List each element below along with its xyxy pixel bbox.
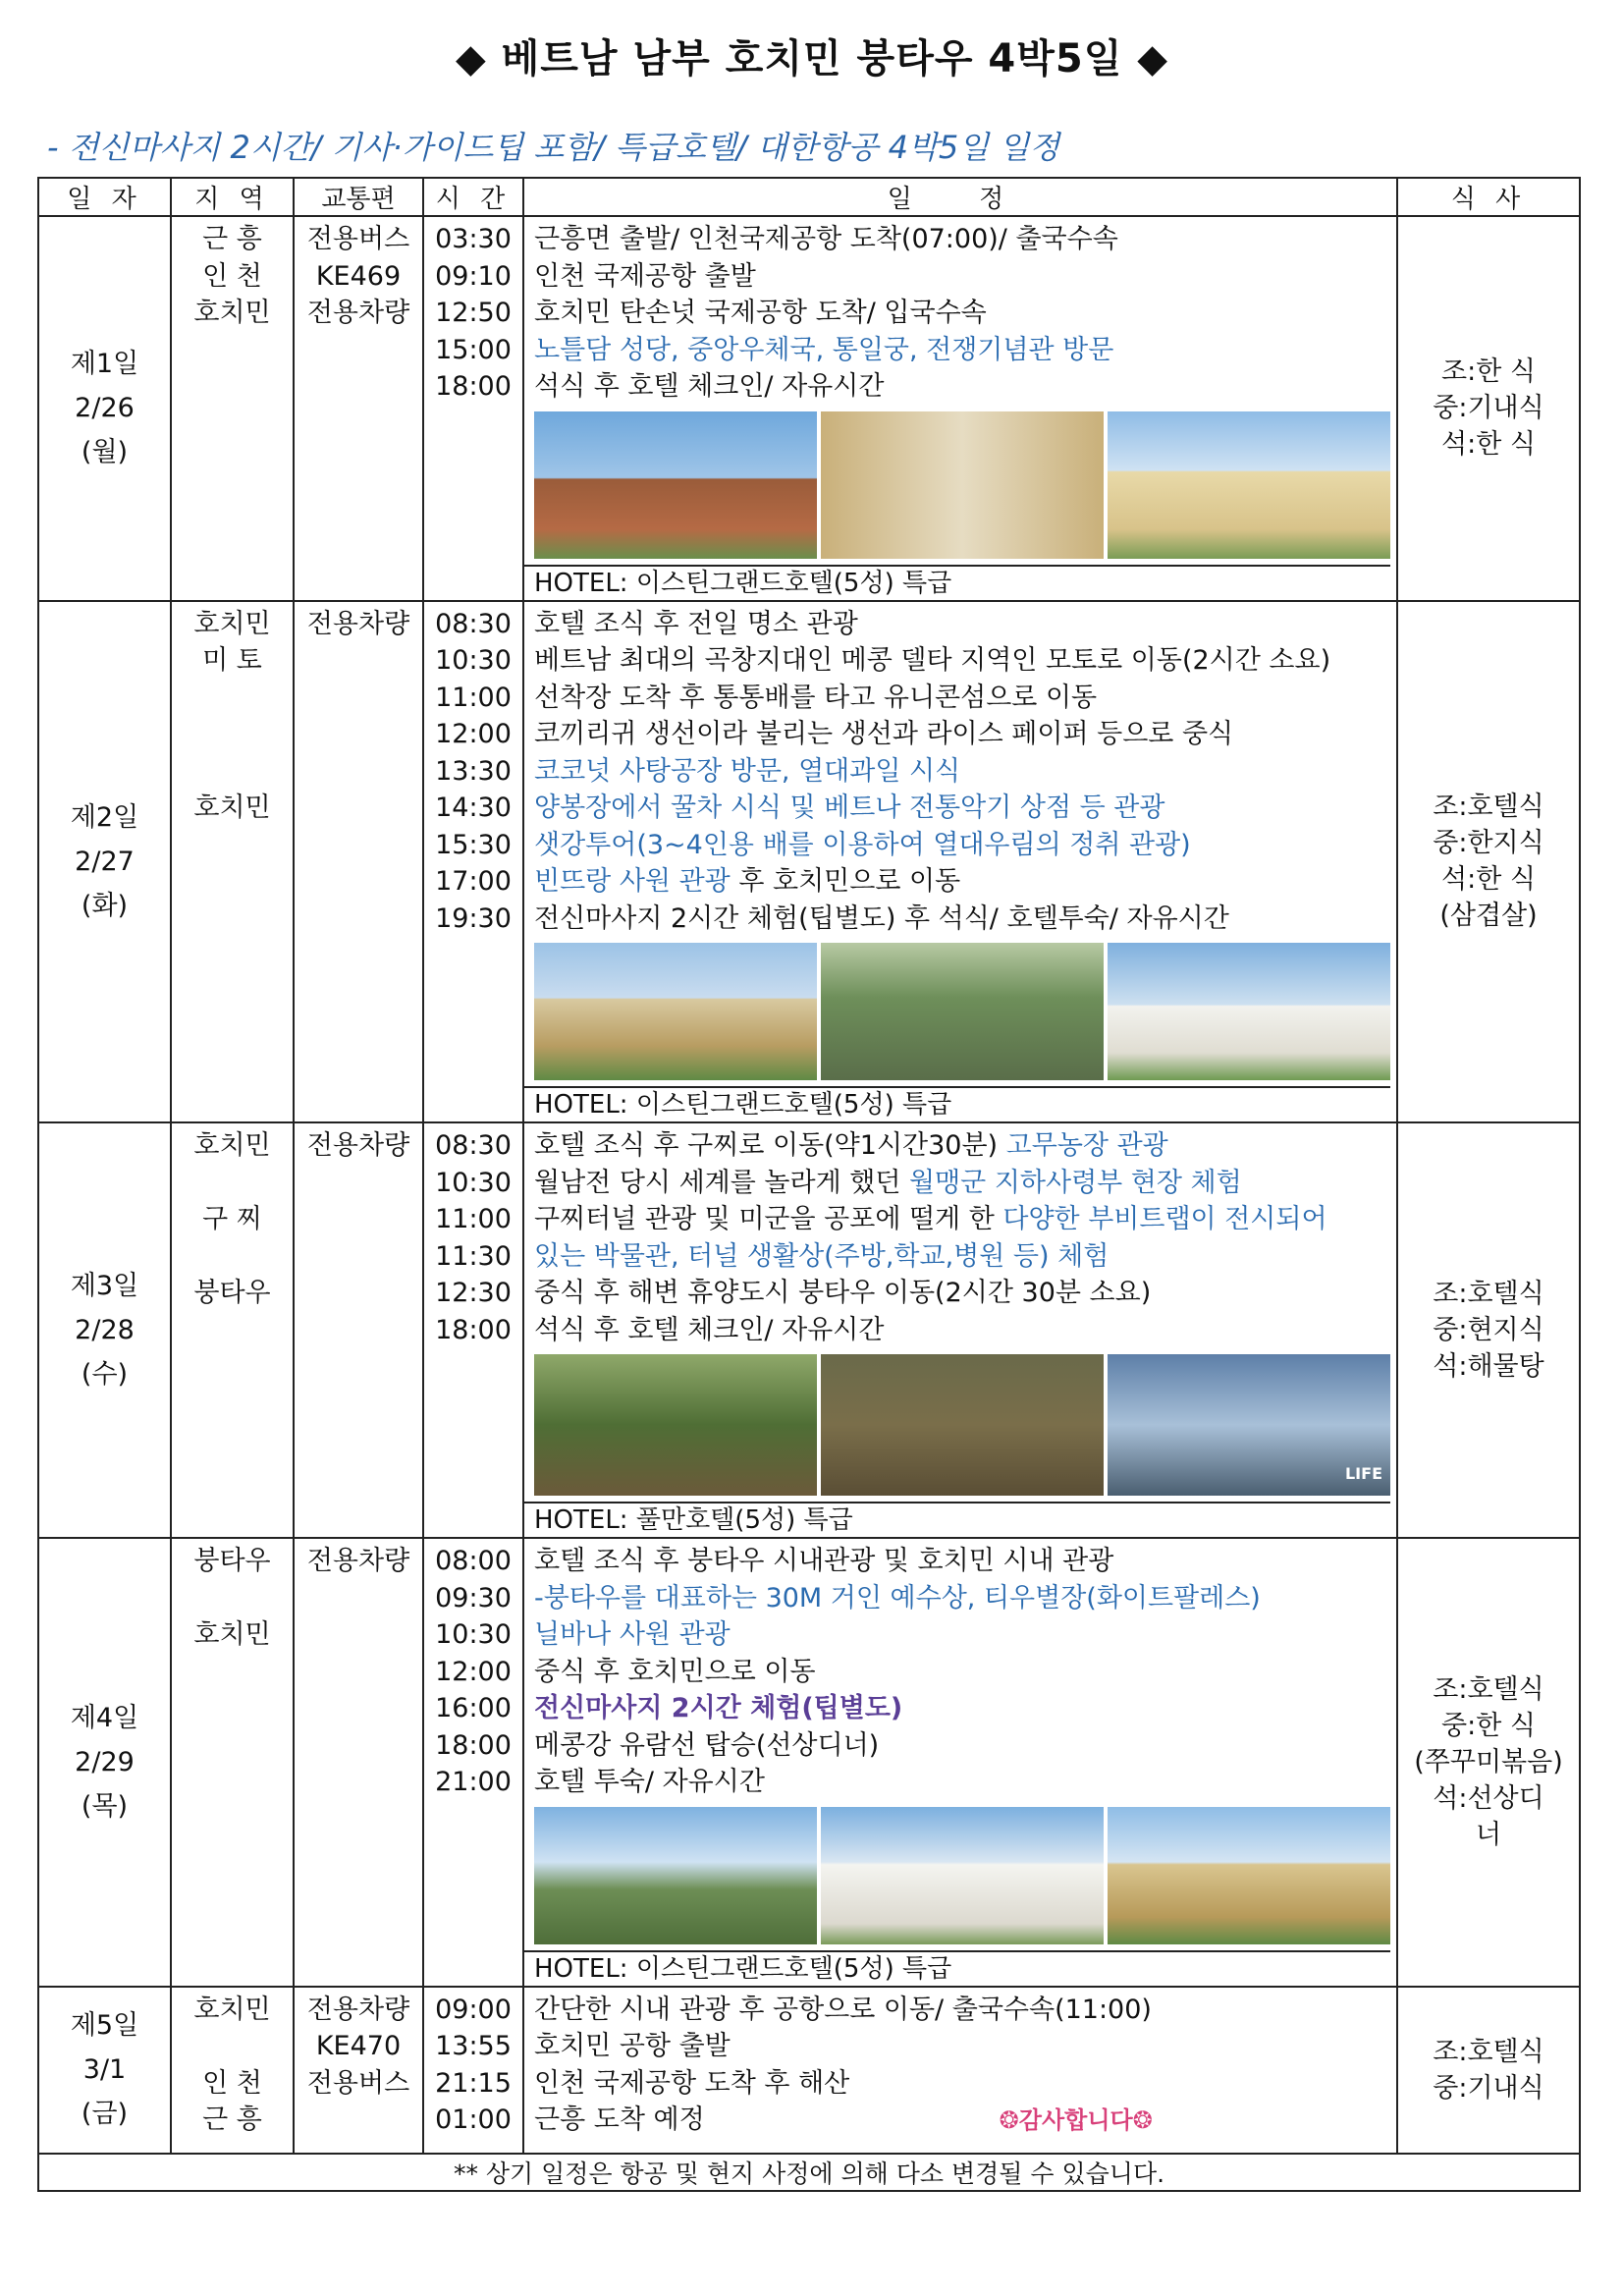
day-date: 2/28 — [75, 1315, 135, 1345]
photo-strip — [534, 1354, 1390, 1496]
schedule-item-text: 근흥 도착 예정 — [534, 2105, 705, 2135]
transport-line: 전용차량 — [306, 298, 410, 328]
schedule-item: 메콩강 유람선 탑승(선상디너) — [534, 1729, 880, 1761]
day-number: 제2일 — [70, 801, 139, 833]
meal-line: 조:호텔식 — [1433, 2036, 1544, 2067]
photo-strip — [534, 943, 1390, 1080]
time-value: 12:00 — [435, 719, 512, 749]
day-date: 2/27 — [75, 846, 135, 877]
schedule-item: 중식 후 호치민으로 이동 — [534, 1656, 816, 1687]
day-number: 제4일 — [70, 1702, 139, 1733]
day-number: 제3일 — [70, 1271, 139, 1301]
time-value: 10:30 — [435, 1619, 512, 1650]
schedule-item-highlight: -붕타우를 대표하는 30M 거인 예수상, 티우별장(화이트팔레스) — [534, 1582, 1261, 1613]
day-label — [38, 1122, 171, 1538]
time-value: 12:50 — [435, 298, 512, 328]
footer-row — [38, 2154, 1580, 2191]
time-value: 01:00 — [435, 2105, 512, 2135]
time-value: 08:00 — [435, 1546, 512, 1576]
region-line: 미 토 — [202, 645, 262, 676]
region-spacer — [172, 716, 293, 753]
footer-note: ** 상기 일정은 항공 및 현지 사정에 의해 다소 변경될 수 있습니다. — [38, 2154, 1580, 2191]
header-time: 시 간 — [423, 178, 523, 216]
schedule-item: 근흥면 출발/ 인천국제공항 도착(07:00)/ 출국수속 — [534, 224, 1118, 254]
time-value: 21:00 — [435, 1767, 512, 1797]
schedule-item: 석식 후 호텔 체크인/ 자유시간 — [534, 371, 885, 402]
white-palace-photo — [821, 1807, 1104, 1944]
cu-chi-tunnel-photo — [821, 1354, 1104, 1496]
post-office-interior-photo — [821, 411, 1104, 559]
day-number: 제5일 — [70, 2010, 139, 2041]
schedule-item: 선착장 도착 후 통통배를 타고 유니콘섬으로 이동 — [534, 682, 1098, 713]
meal-line: 석:한 식 — [1441, 429, 1536, 461]
schedule-item-highlight: 있는 박물관, 터널 생활상(주방,학교,병원 등) 체험 — [534, 1240, 1110, 1272]
region-cell — [171, 216, 294, 601]
day-weekday: (화) — [81, 890, 129, 921]
day-date: 2/26 — [75, 393, 135, 424]
region-cell — [171, 601, 294, 1123]
schedule-item: 석식 후 호텔 체크인/ 자유시간 — [534, 1314, 885, 1345]
region-line: 인 천 — [202, 2067, 262, 2099]
time-value: 17:00 — [435, 866, 512, 897]
meal-line: 조:호텔식 — [1433, 1279, 1544, 1309]
schedule-item: 간단한 시내 관광 후 공항으로 이동/ 출국수속(11:00) — [534, 1994, 1152, 2025]
time-value: 15:30 — [435, 829, 512, 860]
page-title: ◆ 베트남 남부 호치민 붕타우 4박5일 ◆ — [455, 36, 1169, 82]
time-value: 11:00 — [435, 1204, 512, 1234]
schedule-item: 코끼리귀 생선이라 불리는 생선과 라이스 페이퍼 등으로 중식 — [534, 719, 1234, 749]
schedule-cell — [523, 1987, 1397, 2154]
region-line: 호치민 — [193, 298, 271, 328]
time-value: 11:30 — [435, 1240, 512, 1272]
schedule-item-text: 구찌터널 관광 및 미군을 공포에 떨게 한 — [534, 1204, 995, 1234]
meal-line: 석:해물탕 — [1433, 1351, 1544, 1382]
schedule-item-emphasis: 전신마사지 2시간 체험(팁별도) — [534, 1693, 903, 1723]
schedule-item: 호텔 투숙/ 자유시간 — [534, 1767, 765, 1797]
region-cell — [171, 1122, 294, 1538]
schedule-item — [534, 2102, 1390, 2139]
time-value: 09:30 — [435, 1582, 512, 1613]
day-label — [38, 1538, 171, 1987]
schedule-item-highlight: 양봉장에서 꿀차 시식 및 베트나 전통악기 상점 등 관광 — [534, 793, 1165, 823]
meals-cell — [1397, 1987, 1580, 2154]
day-row-5 — [38, 1987, 1580, 2154]
day-row-1 — [38, 216, 1580, 601]
temple-photo — [534, 943, 817, 1080]
hotel-info: HOTEL: 이스틴그랜드호텔(5성) 특급 — [524, 565, 1390, 600]
transport-cell — [294, 1987, 423, 2154]
day-row-2 — [38, 601, 1580, 1123]
day-label — [38, 601, 171, 1123]
day-weekday: (금) — [81, 2099, 129, 2129]
schedule-item: 중식 후 해변 휴양도시 붕타우 이동(2시간 30분 소요) — [534, 1278, 1152, 1308]
hotel-info: HOTEL: 이스틴그랜드호텔(5성) 특급 — [524, 1950, 1390, 1986]
cathedral-photo — [534, 411, 817, 559]
day-row-3 — [38, 1122, 1580, 1538]
header-region: 지 역 — [171, 178, 294, 216]
transport-line: KE470 — [315, 2031, 402, 2061]
schedule-item-highlight: 다양한 부비트랩이 전시되어 — [994, 1204, 1327, 1234]
rubber-plantation-photo — [534, 1354, 817, 1496]
meal-line: 중:한 식 — [1441, 1710, 1536, 1741]
itinerary-table — [37, 177, 1581, 2192]
time-value: 10:30 — [435, 1167, 512, 1198]
day-label — [38, 216, 171, 601]
photo-strip — [534, 1807, 1390, 1944]
time-value: 12:30 — [435, 1278, 512, 1308]
transport-cell — [294, 1538, 423, 1987]
schedule-item: 인천 국제공항 도착 후 해산 — [534, 2067, 850, 2099]
region-line: 호치민 — [193, 1619, 271, 1650]
time-value: 21:15 — [435, 2067, 512, 2099]
region-line: 근 흥 — [202, 224, 262, 254]
meal-line: 조:호텔식 — [1433, 792, 1544, 823]
schedule-item-highlight: 샛강투어(3~4인용 배를 이용하여 열대우림의 정취 관광) — [534, 829, 1191, 860]
day-date: 2/29 — [75, 1746, 135, 1777]
schedule-item-highlight: 월맹군 지하사령부 현장 체험 — [900, 1167, 1242, 1198]
region-cell — [171, 1538, 294, 1987]
meals-cell — [1397, 601, 1580, 1123]
region-line: 호치민 — [193, 793, 271, 823]
header-meals: 식 사 — [1397, 178, 1580, 216]
schedule-item-highlight: 코코넛 사탕공장 방문, 열대과일 시식 — [534, 755, 961, 787]
meal-line: (쭈꾸미볶음) — [1414, 1746, 1563, 1777]
schedule-item — [534, 1127, 1390, 1165]
schedule-item-text: 월남전 당시 세계를 놀라게 했던 — [534, 1167, 901, 1198]
region-spacer — [172, 1165, 293, 1202]
time-cell — [423, 601, 523, 1123]
photo-caption: LIFE — [1344, 1463, 1382, 1483]
transport-cell — [294, 1122, 423, 1538]
transport-line: 전용차량 — [306, 1994, 410, 2025]
schedule-item-suffix: 후 호치민으로 이동 — [730, 866, 961, 897]
transport-line: 전용차량 — [306, 1130, 410, 1161]
meal-line: 너 — [1475, 1819, 1502, 1850]
thanks-stamp: ❂감사합니다❂ — [999, 2106, 1153, 2134]
transport-cell — [294, 601, 423, 1123]
pagoda-photo — [1108, 1807, 1390, 1944]
schedule-item — [534, 1165, 1390, 1202]
time-cell — [423, 1538, 523, 1987]
time-cell — [423, 216, 523, 601]
day-date: 3/1 — [82, 2054, 127, 2085]
time-value: 16:00 — [435, 1693, 512, 1723]
time-cell — [423, 1987, 523, 2154]
buddha-statue-photo — [1108, 943, 1390, 1080]
meal-line: 중:현지식 — [1433, 1315, 1544, 1345]
time-value: 09:10 — [435, 260, 512, 292]
schedule-item: 호치민 탄손넛 국제공항 도착/ 입국수속 — [534, 298, 987, 328]
photo-strip — [534, 411, 1390, 559]
region-line: 호치민 — [193, 1130, 271, 1161]
region-spacer — [172, 753, 293, 791]
schedule-item-highlight: 고무농장 관광 — [998, 1130, 1168, 1161]
time-value: 18:00 — [435, 1314, 512, 1345]
region-line: 호치민 — [193, 608, 271, 639]
time-value: 13:30 — [435, 755, 512, 787]
region-line: 붕타우 — [193, 1278, 271, 1308]
time-value: 18:00 — [435, 371, 512, 402]
day-weekday: (목) — [81, 1790, 129, 1822]
schedule-cell — [523, 601, 1397, 1123]
meal-line: (삼겹살) — [1439, 901, 1538, 932]
schedule-cell — [523, 216, 1397, 601]
region-spacer — [172, 2028, 293, 2065]
schedule-item: 전신마사지 2시간 체험(팁별도) 후 석식/ 호텔투숙/ 자유시간 — [534, 902, 1229, 934]
region-line: 호치민 — [193, 1994, 271, 2025]
time-value: 08:30 — [435, 1130, 512, 1161]
time-value: 15:00 — [435, 334, 512, 365]
region-line: 붕타우 — [193, 1546, 271, 1576]
day-label — [38, 1987, 171, 2154]
boat-photo — [821, 943, 1104, 1080]
header-schedule: 일 정 — [523, 178, 1397, 216]
schedule-cell — [523, 1538, 1397, 1987]
schedule-item: 호텔 조식 후 전일 명소 관광 — [534, 608, 858, 639]
region-line: 근 흥 — [202, 2105, 262, 2135]
schedule-item — [534, 863, 1390, 901]
meals-cell — [1397, 1122, 1580, 1538]
region-spacer — [172, 1238, 293, 1276]
time-value: 11:00 — [435, 682, 512, 713]
time-value: 08:30 — [435, 608, 512, 639]
day-row-4 — [38, 1538, 1580, 1987]
meals-cell — [1397, 216, 1580, 601]
transport-line: 전용버스 — [306, 224, 410, 254]
hotel-info: HOTEL: 이스틴그랜드호텔(5성) 특급 — [524, 1086, 1390, 1121]
schedule-item — [534, 1201, 1390, 1238]
hotel-info: HOTEL: 풀만호텔(5성) 특급 — [524, 1502, 1390, 1537]
time-value: 13:55 — [435, 2031, 512, 2061]
header-transport: 교통편 — [294, 178, 423, 216]
meals-cell — [1397, 1538, 1580, 1987]
header-day: 일 자 — [38, 178, 171, 216]
day-weekday: (월) — [81, 437, 129, 468]
schedule-item-highlight: 빈뜨랑 사원 관광 — [534, 866, 731, 897]
transport-line: 전용차량 — [306, 608, 410, 639]
schedule-item-highlight: 닐바나 사원 관광 — [534, 1619, 731, 1650]
page-subtitle: - 전신마사지 2시간/ 기사·가이드팁 포함/ 특급호텔/ 대한항공 4박5일 일정 — [47, 129, 1060, 166]
schedule-item-highlight: 노틀담 성당, 중앙우체국, 통일궁, 전쟁기념관 방문 — [534, 334, 1114, 365]
region-spacer — [172, 1580, 293, 1617]
table-header — [38, 178, 1580, 216]
time-value: 19:30 — [435, 902, 512, 934]
meal-line: 조:호텔식 — [1433, 1673, 1544, 1705]
schedule-item: 베트남 최대의 곡창지대인 메콩 델타 지역인 모토로 이동(2시간 소요) — [534, 645, 1331, 676]
meal-line: 석:선상디 — [1433, 1782, 1544, 1814]
time-value: 03:30 — [435, 224, 512, 254]
transport-cell — [294, 216, 423, 601]
day-number: 제1일 — [70, 349, 139, 380]
region-spacer — [172, 680, 293, 717]
time-value: 12:00 — [435, 1656, 512, 1687]
schedule-item: 호텔 조식 후 붕타우 시내관광 및 호치민 시내 관광 — [534, 1546, 1114, 1576]
transport-line: 전용차량 — [306, 1546, 410, 1576]
time-cell — [423, 1122, 523, 1538]
jesus-statue-photo — [534, 1807, 817, 1944]
time-value: 09:00 — [435, 1994, 512, 2025]
time-value: 14:30 — [435, 793, 512, 823]
meal-line: 중:기내식 — [1433, 2072, 1544, 2104]
time-value: 10:30 — [435, 645, 512, 676]
tank-photo — [1108, 1354, 1390, 1496]
meal-line: 조:한 식 — [1441, 356, 1536, 388]
day-weekday: (수) — [81, 1359, 129, 1390]
schedule-item: 호치민 공항 출발 — [534, 2031, 731, 2061]
schedule-cell — [523, 1122, 1397, 1538]
meal-line: 석:한 식 — [1441, 864, 1536, 896]
region-cell — [171, 1987, 294, 2154]
region-line: 인 천 — [202, 260, 262, 292]
meal-line: 중:기내식 — [1433, 393, 1544, 424]
transport-line: 전용버스 — [306, 2067, 410, 2099]
region-line: 구 찌 — [202, 1204, 262, 1234]
post-office-exterior-photo — [1108, 411, 1390, 559]
meal-line: 중:한지식 — [1433, 828, 1544, 859]
time-value: 18:00 — [435, 1729, 512, 1761]
schedule-item: 인천 국제공항 출발 — [534, 260, 756, 292]
schedule-item-text: 호텔 조식 후 구찌로 이동(약1시간30분) — [534, 1130, 999, 1161]
transport-line: KE469 — [315, 260, 402, 292]
